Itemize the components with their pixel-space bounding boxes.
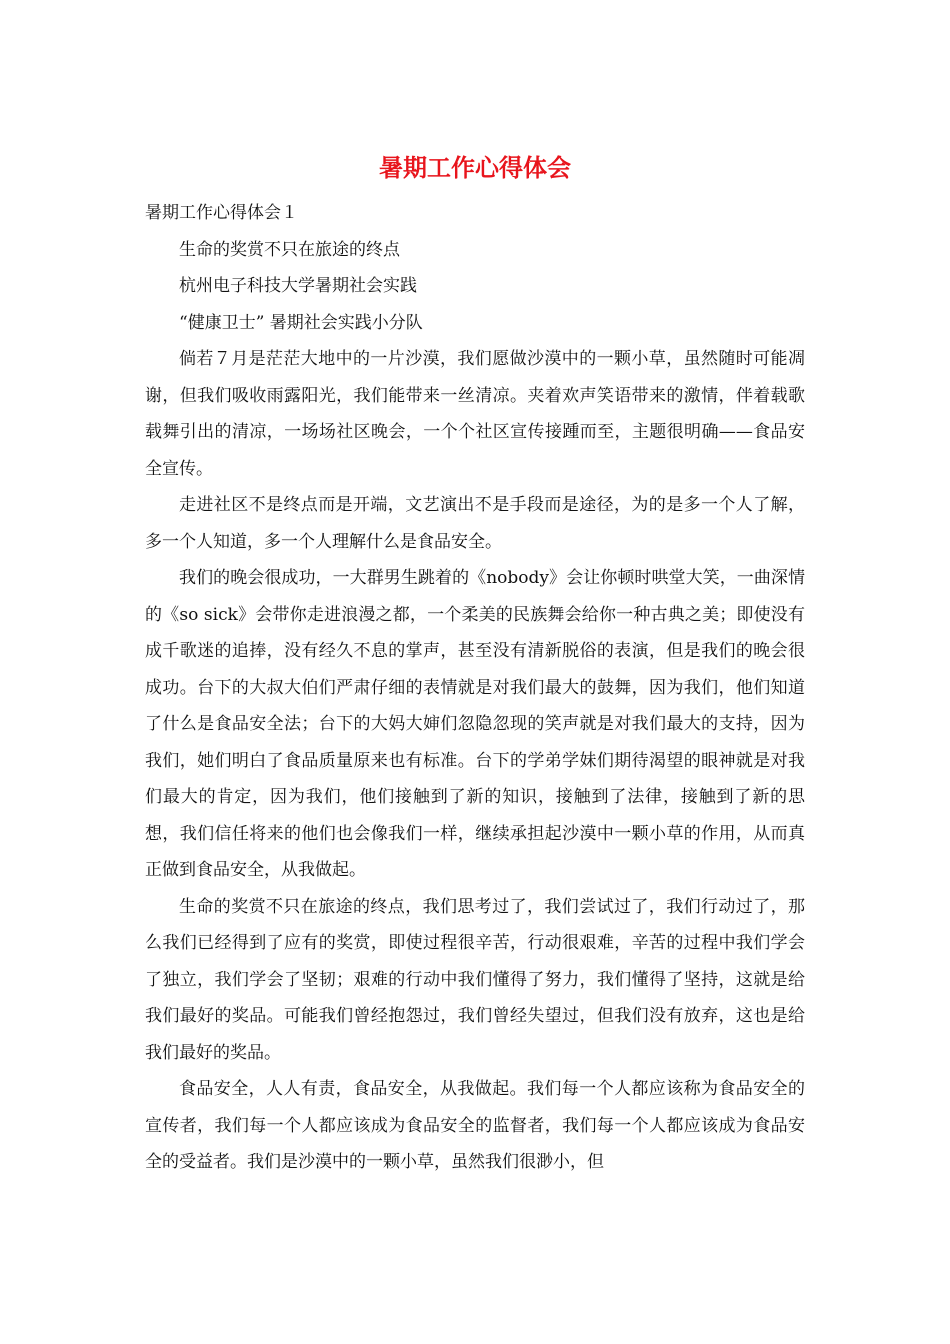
paragraph: 杭州电子科技大学暑期社会实践 <box>179 276 417 296</box>
paragraph: “健康卫士” 暑期社会实践小分队 <box>179 312 423 333</box>
document-title: 暑期工作心得体会 <box>379 153 571 182</box>
paragraph: 生命的奖赏不只在旅途的终点 <box>179 239 400 260</box>
paragraph: 倘若７月是茫茫大地中的一片沙漠，我们愿做沙漠中的一颗小草，虽然随时可能凋谢，但我们吸收雨露阳光，我们能带来一丝清凉。夹着欢声笑语带来的激情，伴着载歌载舞引出的清凉，一场场社区晚会，一个个社区宣传接踵而至，主题很明确——食品安全宣传。 <box>145 349 805 479</box>
paragraph: 生命的奖赏不只在旅途的终点，我们思考过了，我们尝试过了，我们行动过了，那么我们已经得到了应有的奖赏，即使过程很辛苦，行动很艰难，辛苦的过程中我们学会了独立，我们学会了坚韧；艰难的行动中我们懂得了努力，我们懂得了坚持，这就是给我们最好的奖品。可能我们曾经抱怨过，我们曾经失望过，但我们没有放弃，这也是给我们最好的奖品。 <box>145 896 805 1063</box>
paragraph: 我们的晚会很成功，一大群男生跳着的《nobody》会让你顿时哄堂大笑，一曲深情的《so sick》会带你走进浪漫之都，一个柔美的民族舞会给你一种古典之美；即使没有成千歌迷的追捧，没有经久不息的掌声，甚至没有清新脱俗的表演，但是我们的晚会很成功。台下的大叔大伯们严肃仔细的表情就是对我们最大的鼓舞，因为我们，他们知道了什么是食品安全法；台下的大妈大婶们忽隐忽现的笑声就是对我们最大的支持，因为我们，她们明白了食品质量原来也有标准。台下的学弟学妹们期待渴望的眼神就是对我们最大的肯定，因为我们，他们接触到了新的知识，接触到了法律，接触到了新的思想，我们信任将来的他们也会像我们一样，继续承担起沙漠中一颗小草的作用，从而真正做到食品安全，从我做起。 <box>145 568 805 880</box>
paragraph: 走进社区不是终点而是开端，文艺演出不是手段而是途径，为的是多一个人了解，多一个人知道，多一个人理解什么是食品安全。 <box>145 495 805 552</box>
document-body <box>145 195 805 1181</box>
paragraph: 食品安全，人人有责，食品安全，从我做起。我们每一个人都应该称为食品安全的宣传者，我们每一个人都应该成为食品安全的监督者，我们每一个人都应该成为食品安全的受益者。我们是沙漠中的一颗小草，虽然我们很渺小，但 <box>145 1079 805 1172</box>
paragraph: 暑期工作心得体会１ <box>145 203 298 223</box>
